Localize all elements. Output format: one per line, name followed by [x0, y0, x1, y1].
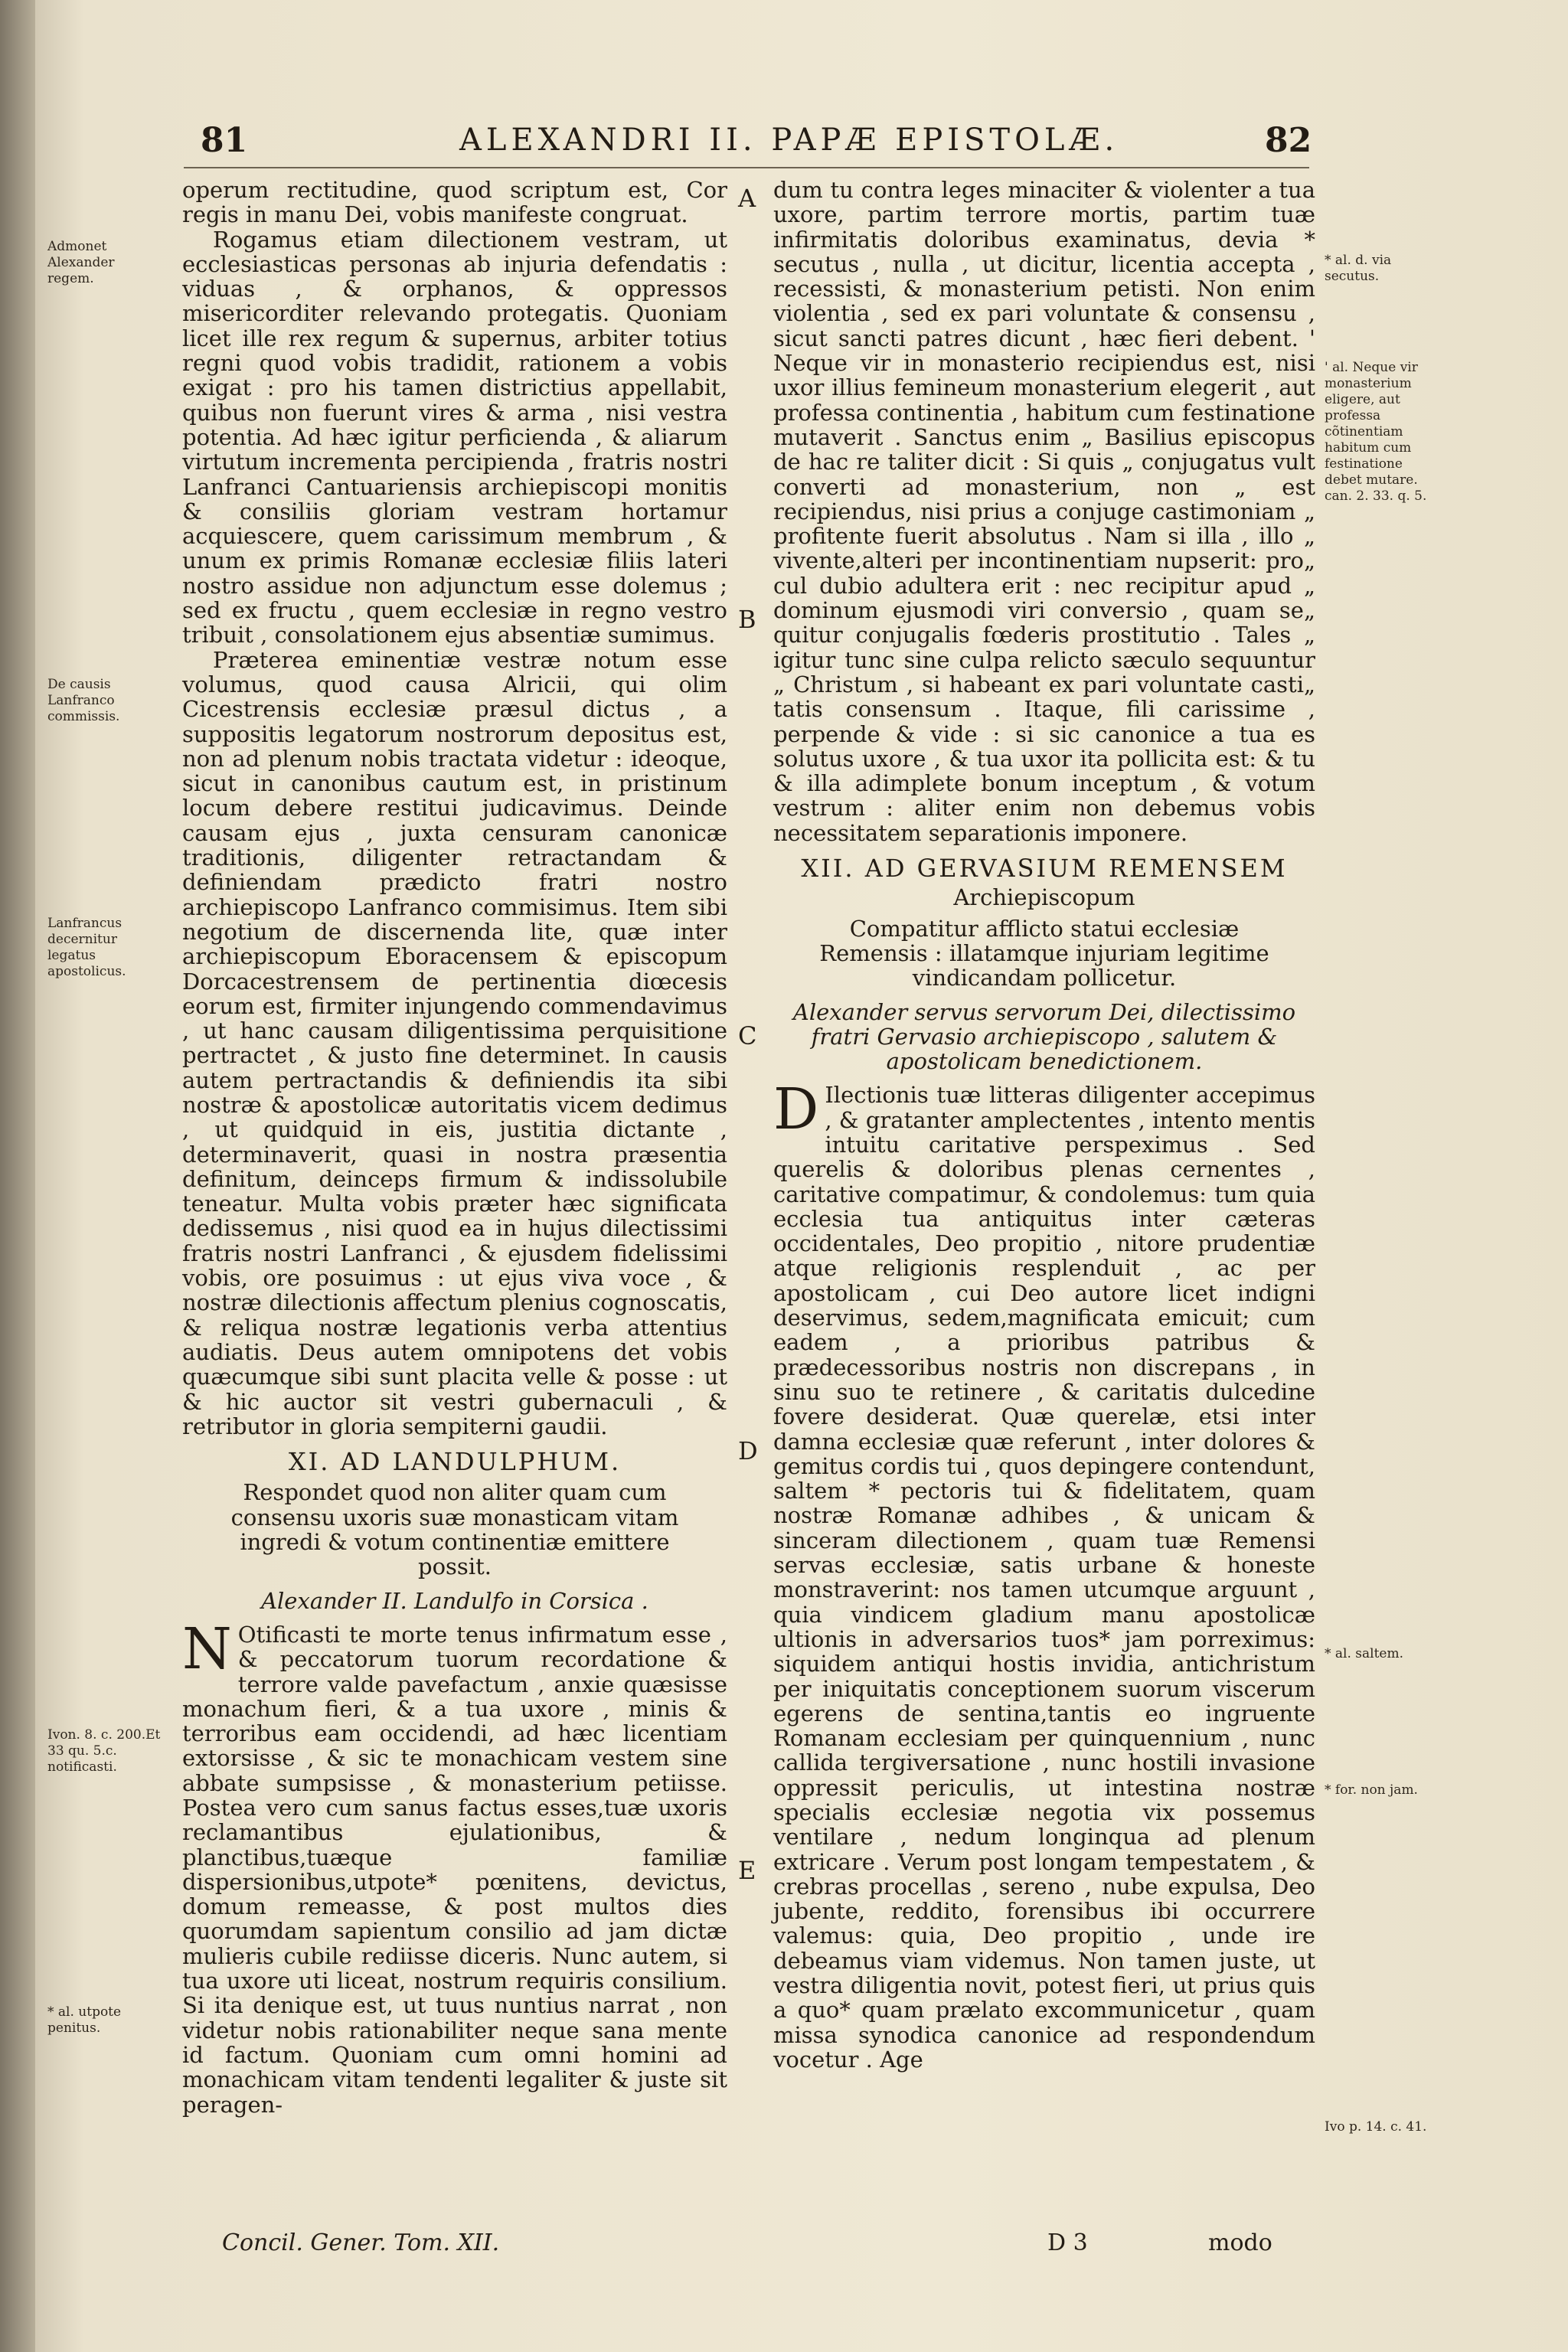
paragraph: Præterea eminentiæ vestræ notum esse volumus, quod causa Alricii, qui olim Cicestrensis ecclesiæ præsul dictus , a suppositis legatorum nostrorum depositus est, non ad plenum nobis tractata videtur : ideoque, sicut in canonibus cautum est, in pristinum locum debere restitui judicavimus. Deinde causam ejus , juxta censuram canonicæ traditionis, diligenter retractandam & definiendam prædicto fratri nostro archiepiscopo Lanfranco commisimus. Item sibi negotium de discernenda lite, quæ inter archiepiscopum Eboracensem & episcopum Dorcacestrensem de pertinentia diœcesis eorum est, firmiter injungendo commendavimus , ut hanc causam diligentissima perquisitione pertractet , & justo fine determinet. In causis autem pertractandis & definiendis ita sibi nostræ & apostolicæ autoritatis vicem dedimus , ut quidquid in eis, justitia dictante , determinaverit, quasi in nostra præsentia definitum, deinceps firmum & indissolubile teneatur. Multa vobis præter hæc significata dedissemus , nisi quod ea in hujus dilectissimi fratris nostri Lanfranci , & ejusdem fidelissimi vobis, ore posuimus : ut ejus viva voce , & nostræ dilectionis affectum plenius cognoscatis, & reliqua nostræ legationis verba attentius audiatis. Deus autem omnipotens det vobis quæcumque sibi sunt placita velle & posse : ut & hic auctor sit vestri gubernaculi , & retributor in gloria sempiterni gaudii.: [182, 646, 727, 1439]
header-rule: [184, 167, 1309, 168]
left-column: [182, 178, 727, 2117]
drop-cap: D: [773, 1076, 819, 1143]
letter-address: Alexander II. Landulfo in Corsica .: [261, 1587, 648, 1614]
margin-note: Lanfrancus decernitur legatus apostolicus.: [47, 916, 126, 979]
drop-cap: N: [182, 1615, 232, 1682]
margin-note: * al. saltem.: [1325, 1646, 1403, 1661]
footer-source: Concil. Gener. Tom. XII.: [222, 2230, 500, 2256]
margin-note: Ivon. 8. c. 200.Et 33 qu. 5.c. notificasti.: [47, 1727, 161, 1775]
margin-note: Admonet Alexander regem.: [47, 239, 115, 286]
margin-note: De causis Lanfranco commissis.: [47, 677, 120, 724]
section-marker: A: [738, 184, 756, 213]
book-spine-shadow: [0, 0, 35, 2352]
letter-text: Ilectionis tuæ litteras diligenter accepimus , & gratanter amplectentes , intento mentis intuitu caritative perspeximus . Sed querelis & doloribus plenas cernentes , caritative compatimur, & condolemus: tum quia ecclesia tua antiquitus inter cæteras occidentales, Deo propitio , nitore prudentiæ atque religionis resplenduit , ac per apostolicam , cui Deo autore licet indigni deservimus, sedem,magnificata emicuit; cum eadem , a prioribus patribus & prædecessoribus nostris non discrepans , in sinu suo te retinere , & caritatis dulcedine fovere desiderat. Quæ querelæ, etsi inter damna ecclesiæ quæ referunt , inter dolores & gemitus cordis tui , quos depingere contendunt, saltem * pectoris tui & fidelitatem, quam nostræ Romanæ adhibes , & unicam & sinceram dilectionem , quam tuæ Remensi servas ecclesiæ, satis urbane & honeste monstraverint: nos tamen utcumque arguunt , quia vindicem gladium manu apostolicæ ultionis in adversarios tuos* jam porreximus: siquidem antiqui hostis invidia, antichristum per iniquitatis conceptionem suorum viscerum egerens de sentina,tantis eo ingruente Romanam ecclesiam per quinquennium , nunc callida tergiversatione , nunc hostili invasione oppressit periculis, ut intestina nostræ specialis ecclesiæ negotia vix possemus ventilare , nedum longinqua ad plenum extricare . Verum post longam tempestatem , & crebras procellas , sereno , nube expulsa, Deo jubente, reddito, forensibus ibi occurrere valemus: quia, Deo propitio , unde ire debeamus viam videmus. Non tamen juste, ut vestra diligentia novit, potest fieri, ut prius quis a quo* quam prælato excommunicetur , quam missa synodica canonice ad respondendum vocetur . Age: [773, 1082, 1315, 2073]
letter-text: Otificasti te morte tenus infirmatum esse , & peccatorum tuorum recordatione & terrore valde pavefactum , anxie quæsisse monachum fieri, & a tua uxore , minis & terroribus eam occidendi, ad hæc licentiam extorsisse , & sic te monachicam vestem sine abbate sumpsisse , & monasterium petiisse. Postea vero cum sanus factus esses,tuæ uxoris reclamantibus ejulationibus, & planctibus,tuæque familiæ dispersionibus,utpote* pœnitens, devictus, domum remeasse, & post multos dies quorumdam sapientum consilio ad jam dictæ mulieris cubile rediisse diceris. Nunc autem, si tua uxore uti liceat, nostrum requiris consilium. Si ita denique est, ut tuus nuntius narrat , non videtur nobis rationabiliter neque sana mente id factum. Quoniam cum omni homini ad monachicam vitam tendenti legaliter & juste sit peragen-: [182, 1621, 727, 2118]
section-marker: C: [738, 1021, 757, 1050]
letter-address: Alexander servus servorum Dei, dilectissimo fratri Gervasio archiepiscopo , salutem & apostolicam benedictionem.: [792, 998, 1296, 1075]
signature-mark: D 3: [1047, 2230, 1088, 2256]
right-column: [773, 178, 1315, 2072]
margin-note: * for. non jam.: [1325, 1782, 1418, 1798]
margin-note: Ivo p. 14. c. 41.: [1325, 2119, 1427, 2135]
letter-summary: Respondet quod non aliter quam cum consensu uxoris suæ monasticam vitam ingredi & votum continentiæ emittere possit.: [230, 1479, 679, 1580]
section-marker: B: [738, 605, 756, 634]
left-page-number: 81: [201, 121, 248, 160]
right-page-number: 82: [1265, 121, 1312, 160]
running-title: ALEXANDRI II. PAPÆ EPISTOLÆ.: [459, 122, 1119, 158]
paragraph: dum tu contra leges minaciter & violenter a tua uxore, partim terrore mortis, partim tuæ infirmitatis doloribus examinatus, devia * secutus , nulla , ut dicitur, licentia accepta , recessisti, & monasterium petisti. Non enim violentia , sed ex pari voluntate & consensu , sicut sancti patres dicunt , hæc fieri debent. ' Neque vir in monasterio recipiendus est, nisi uxor illius femineum monasterium elegerit , aut professa continentia , habitum cum festinatione mutaverit . Sanctus enim „ Basilius episcopus de hac re taliter dicit : Si quis „ conjugatus vult converti ad monasterium, non „ est recipiendus, nisi prius a conjuge castimoniam „ profitente fuerit absolutus . Nam si illa , illo „ vivente,alteri per incontinentiam nupserit: pro„ cul dubio adultera erit : nec recipitur apud „ dominum ejusmodi viri conversio , quam se„ quitur conjugalis fœderis prostitutio . Tales „ igitur tunc sine culpa relicto sæculo sequuntur „ Christum , si habeant ex pari voluntate casti„ tatis consensum . Itaque, fili carissime , perpende & vide : si sic canonice a tua es solutus uxore , & tua uxor ita pollicita est: & tu & illa adimplete bonum inceptum , & votum vestrum : aliter enim non debemus vobis necessitatem separationis imponere.: [773, 177, 1315, 846]
letter-body: [182, 1615, 727, 2118]
letter-title: XII. AD GERVASIUM REMENSEM: [801, 854, 1288, 884]
paragraph: operum rectitudine, quod scriptum est, Cor regis in manu Dei, vobis manifeste congruat.: [182, 177, 727, 228]
letter-subtitle: Archiepiscopum: [953, 884, 1135, 911]
letter-body: [773, 1076, 1315, 2073]
letter-title: XI. AD LANDULPHUM.: [288, 1447, 622, 1477]
margin-note: * al. d. via secutus.: [1325, 253, 1392, 284]
margin-note: ' al. Neque vir monasterium eligere, aut professa cõtinentiam habitum cum festinatione debet mutare. can. 2. 33. q. 5.: [1325, 360, 1427, 504]
margin-note: * al. utpote penitus.: [47, 2004, 122, 2036]
catchword: modo: [1208, 2230, 1272, 2256]
letter-summary: Compatitur afflicto statui ecclesiæ Remensis : illatamque injuriam legitime vindicandam pollicetur.: [819, 915, 1269, 991]
section-marker: E: [738, 1856, 756, 1885]
paragraph: Rogamus etiam dilectionem vestram, ut ecclesiasticas personas ab injuria defendatis : viduas , & orphanos, & oppressos misericorditer relevando protegatis. Quoniam licet ille rex regum & supernus, arbiter totius regni quod vobis tradidit, rationem a vobis exigat : pro his tamen districtius appellabit, quibus non fuerunt vires & arma , nisi vestra potentia. Ad hæc igitur perficienda , & aliarum virtutum incrementa percipienda , fratris nostri Lanfranci Cantuariensis archiepiscopi monitis & consiliis gloriam vestram hortamur acquiescere, quem carissimum membrum , & unum ex primis Romanæ ecclesiæ filiis lateri nostro assidue non adjunctum esse dolemus ; sed ex fructu , quem ecclesiæ in regno vestro tribuit , consolationem ejus absentiæ sumimus.: [182, 226, 727, 648]
section-marker: D: [738, 1436, 758, 1465]
